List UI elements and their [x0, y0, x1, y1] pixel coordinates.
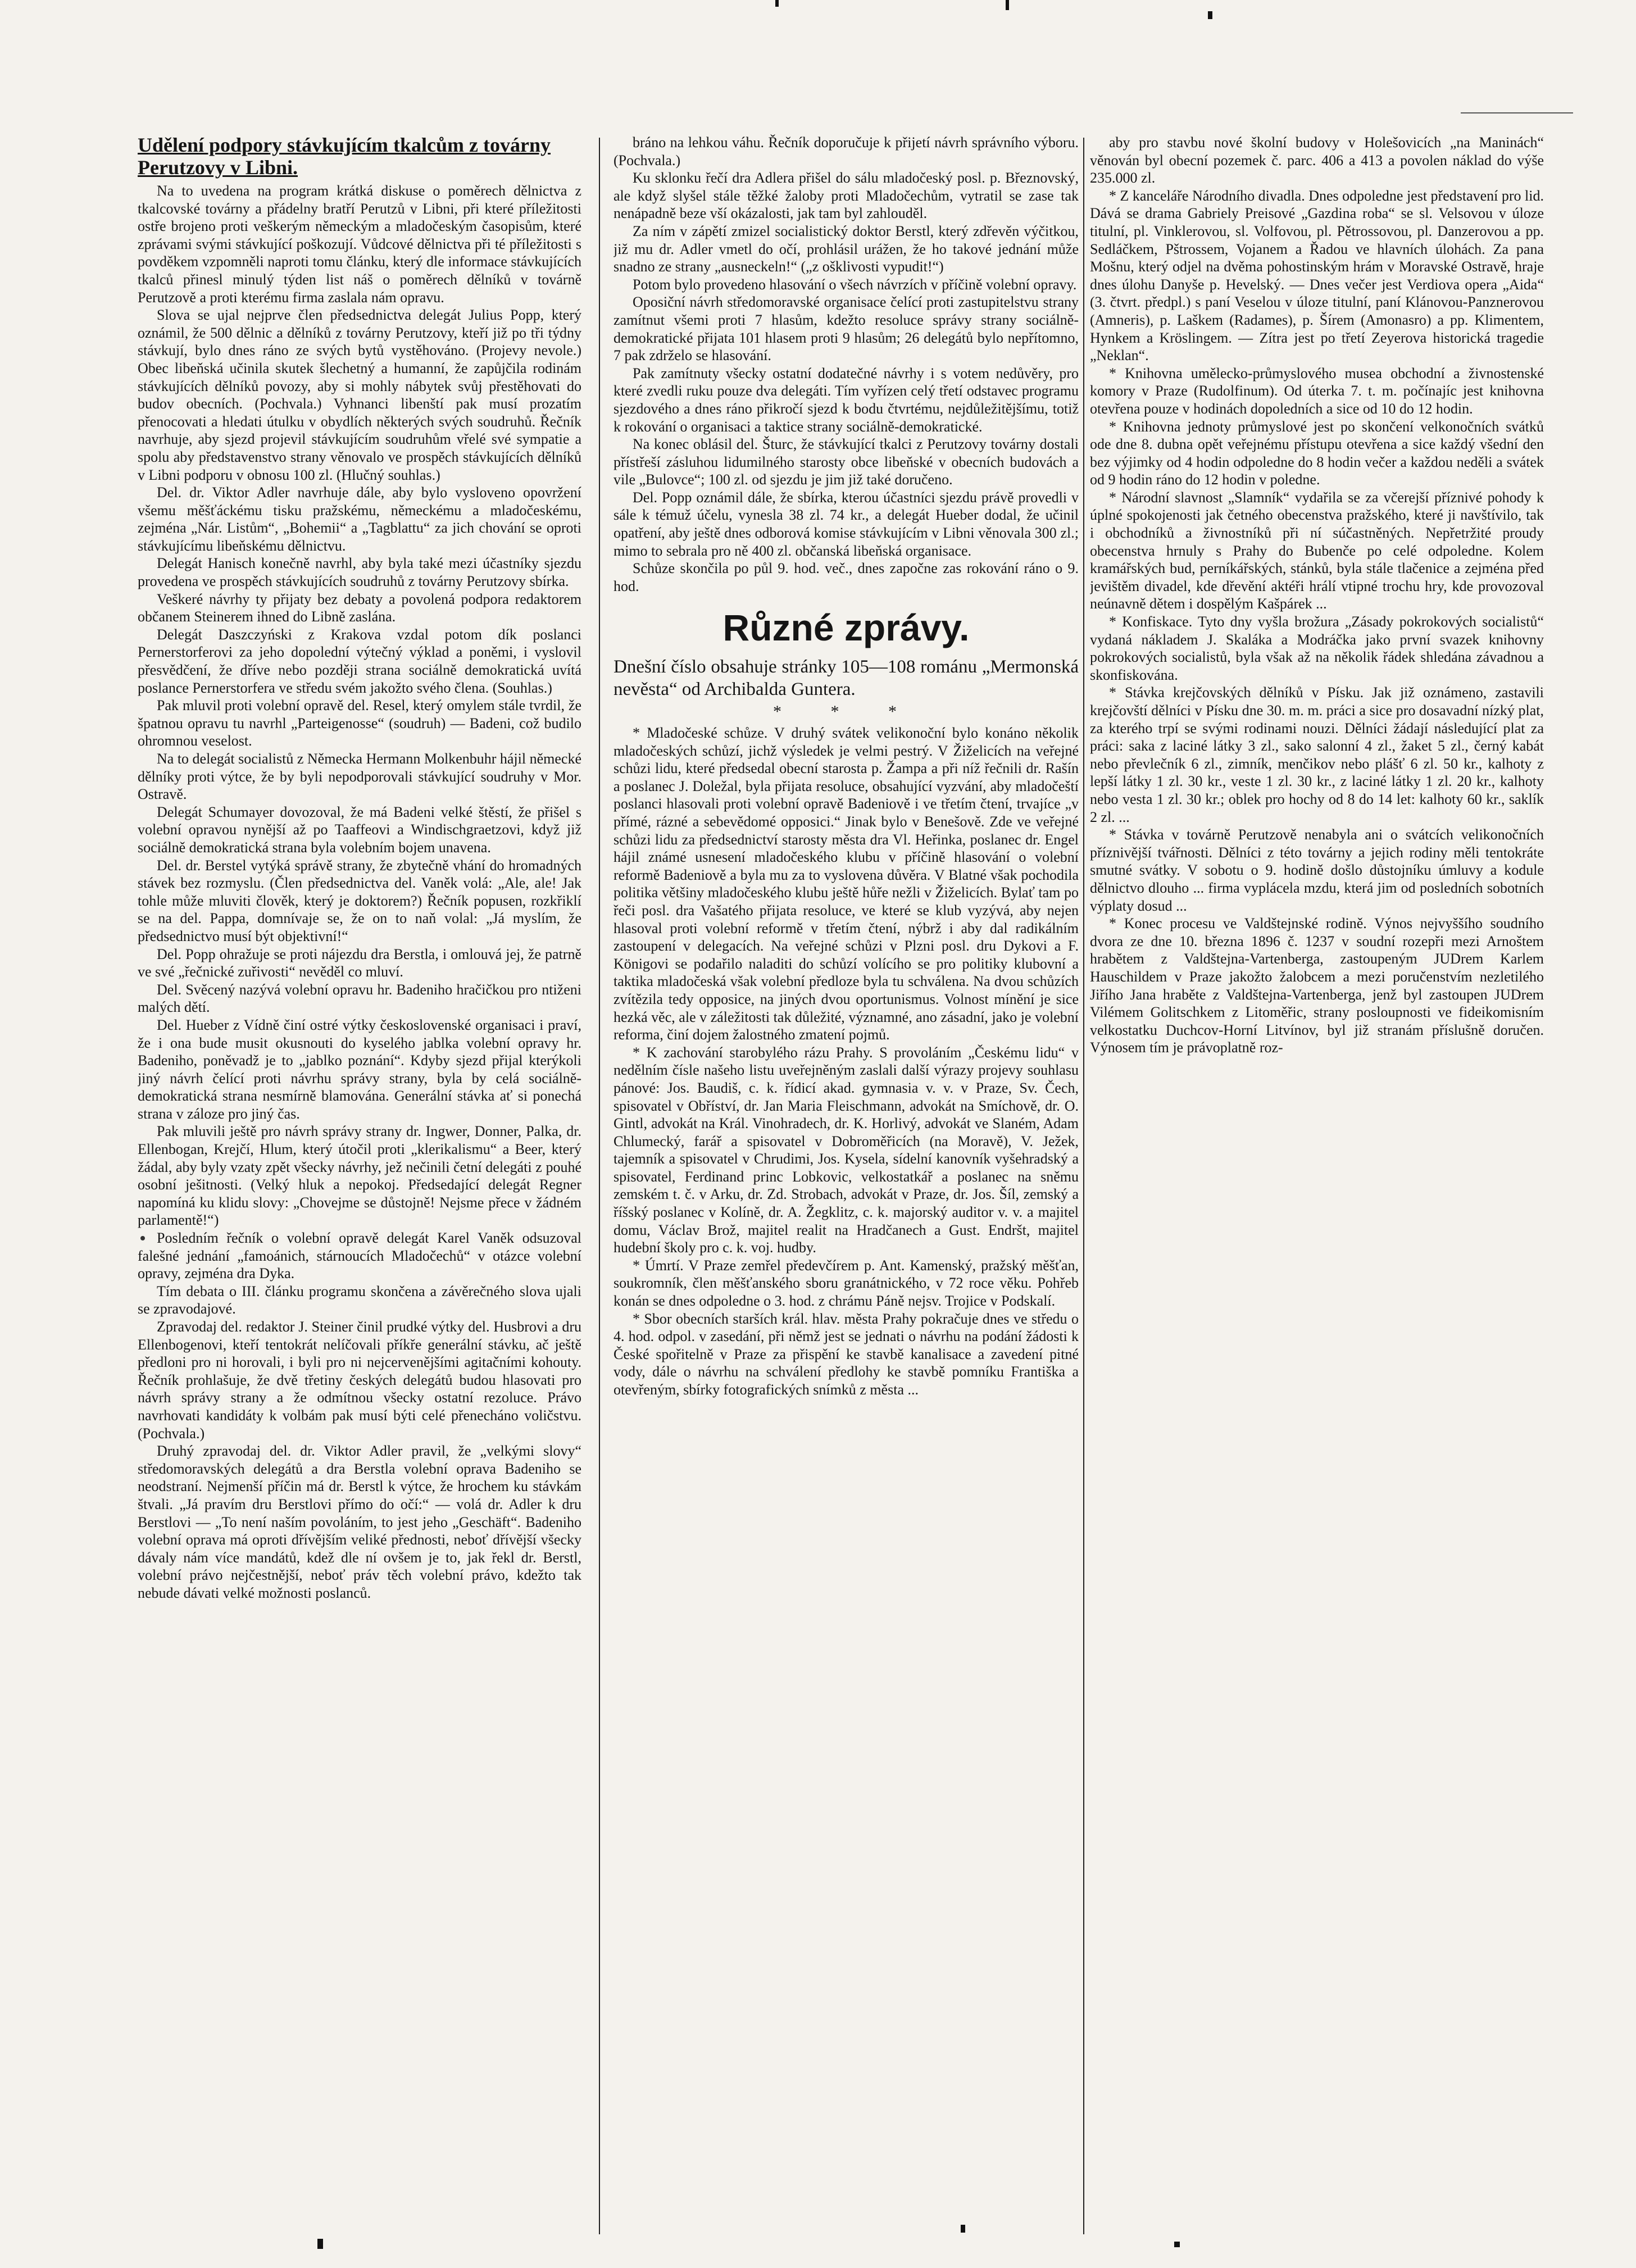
paragraph: Veškeré návrhy ty přijaty bez debaty a povolená podpora redaktorem občanem Steinerem ihned do Libně zaslána.	[138, 590, 581, 625]
paragraph: Delegát Hanisch konečně navrhl, aby byla také mezi účastníky sjezdu provedena ve prospěch stávkujících soudruhů z továrny Perutzovy sbírka.	[138, 555, 581, 590]
paragraph: Druhý zpravodaj del. dr. Viktor Adler pravil, že „velkými slovy“ středomoravských delegátů a dra Berstla volební oprava Badeniho se neodstraní. Nejmenší příčin má dr. Berstl k výtce, že hrochem ku stávkám štvali. „Já pravím dru Berstlovi přímo do očí:“ — volá dr. Adler k dru Berstlovi — „To není naším povoláním, to jest jeho „Geschäft“. Badeniho volební oprava má oproti dřívějším veliké přednosti, neboť dřívější všecky dávaly nám více mandátů, kdež dle ní ovšem je to, jak řekl dr. Berstl, volební právo nejčestnější, neboť práv těch volební právo, kdežto tak nebude dávati velké možnosti poslanců.	[138, 1443, 581, 1601]
paragraph: Del. Popp oznámil dále, že sbírka, kterou účastníci sjezdu právě provedli v sále k témuž účelu, vynesla 38 zl. 74 kr., a delegát Hueber dodal, že učinil opatření, aby ještě dnes odborová komise stávkujícím v Libni věnovala 300 zl.; mimo to sebrala pro ně 400 zl. občanská libeňská organisace.	[614, 489, 1079, 559]
paragraph: Pak mluvili ještě pro návrh správy strany dr. Ingwer, Donner, Palka, dr. Ellenbogan, Krejčí, Hlum, který útočil proti „klerikalismu“ a Beer, který žádal, aby byly vzaty zpět všecky návrhy, jež nečinili četní delegáti z pouhé osobní ješitnosti. (Velký hluk a nepokoj. Předsedající delegát Regner napomíná ku klidu slovy: „Chovejme se důstojně! Nejsme přece v žádném parlamentě!“)	[138, 1123, 581, 1229]
paragraph: Potom bylo provedeno hlasování o všech návrzích v příčině volební opravy.	[633, 276, 1077, 293]
news-item: * Národní slavnost „Slamník“ vydařila se za včerejší příznivé pohody k úplné spokojenosti jak četného obecenstva pražského, které ji navštívilo, tak i obchodníků a živnostníků při ní súčastněných. Nepřetržité proudy obecenstva hrnuly s Prahy do Bubenče po celé odpoledne. Kolem kramářských bud, perníkářských, stánků, byla stále tlačenice a zejména před jevištěm divadel, kde dřevění aktéři hrálí vtipné trochu hry, kde provozoval neúnavně dětem i dospělým Kašpárek ...	[1090, 489, 1544, 612]
separator-stars: * * *	[773, 702, 919, 721]
paragraph: Ku sklonku řečí dra Adlera přišel do sálu mladočeský posl. p. Březnovský, ale když slyšel stále těžké žaloby proti Mladočechům, vytratil se zase tak nenápadně beze vší okázalosti, jak tam byl zahlouděl.	[614, 170, 1079, 222]
column-rule	[599, 138, 600, 2234]
column-1	[138, 134, 581, 2246]
paragraph: Slova se ujal nejprve člen předsednictva delegát Julius Popp, který oznámil, že 500 dělnic a dělníků z továrny Perutzovy, kteří již po tři týdny stávkují, bylo dnes ráno ze svých bytů vystěhováno. (Projevy nevole.) Obec libeňská učinila skutek šlechetný a humanní, že zapůjčila rodinám stávkujících dělníků povozy, aby si mohly nábytek svůj přestěhovati do budov obecních. (Pochvala.) Vyhnanci libenští pak musí prozatím přenocovati a hledati útulku v obydlích některých svých soudruhů. Řečník navrhuje, aby sjezd projevil stávkujícím soudruhům vřelé své sympatie a spolu aby představenstvo strany věnovalo ve prospěch stávkujících dělníků v Libni podporu v obnosu 100 zl. (Hlučný souhlas.)	[138, 307, 581, 483]
news-item: * Sbor obecních starších král. hlav. města Prahy pokračuje dnes ve středu o 4. hod. odpol. v zasedání, při němž jest se jednati o návrhu na podání žádosti k České spořitelně v Praze za přispění ke stavbě kanalisace a zavedení pitné vody, dále o návrhu na schválení předlohy ke stavbě pomníku Františka a otevřeným, sbírky fotografických snímků z města ...	[614, 1310, 1079, 1398]
paragraph: Na konec oblásil del. Šturc, že stávkující tkalci z Perutzovy továrny dostali přístřeší zásluhou lidumilného starosty obce libeňské v obecních budovách a vile „Bulovce“; 100 zl. od sjezdu je jim již také doručeno.	[614, 436, 1079, 488]
news-item: * Konec procesu ve Valdštejnské rodině. Výnos nejvyššího soudního dvora ze dne 10. března 1896 č. 1237 v soudní rozepři mezi Arnoštem hrabětem z Valdštejna-Vartenberga, zastoupeným JUDrem Karlem Hauschildem v Praze jakožto žalobcem a mezi poručenstvím nezletilého Jiřího Jana hraběte z Valdštejna-Vartenberga, jenž byl zastoupen JUDrem Vilémem Golitschkem z Litoměřic, strany posloupnosti ve fideikomisním velkostatku Duchcov-Horní Litvínov, byl již stranám příslušně doručen. Výnosem tím je právoplatně roz-	[1090, 915, 1544, 1056]
paragraph: Oposiční návrh středomoravské organisace čelící proti zastupitelstvu strany zamítnut všemi proti 7 hlasům, kdežto resoluce správy strany sociálně-demokratické přijata 101 hlasem proti 9 hlasům; 26 delegátů bylo nepřítomno, 7 pak zdrželo se hlasování.	[614, 294, 1079, 364]
paragraph: Schůze skončila po půl 9. hod. več., dnes započne zas rokování ráno o 9. hod.	[614, 560, 1079, 594]
paragraph: Pak mluvil proti volební opravě del. Resel, který omylem stále tvrdil, že špatnou opravu tu navrhl „Parteigenosse“ (soudruh) — Badeni, což budilo ohromnou veselost.	[138, 697, 581, 749]
paragraph: Delegát Schumayer dovozoval, že má Badeni velké štěstí, že přišel s volební opravou nynější až po Taaffeovi a Windischgraetzovi, když již sociálně demokratická strana byla volebním bojem unavena.	[138, 803, 581, 856]
news-items	[1090, 134, 1544, 1057]
paragraph: Za ním v zápětí zmizel socialistický doktor Berstl, který zdřevěn výčitkou, již mu dr. Adler vmetl do očí, prohlásil urážen, že ho takové jednání může snadno ze strany „ausneckeln!“ („z ošklivosti vypudit!“)	[614, 222, 1079, 275]
news-item: * Úmrtí. V Praze zemřel předevčírem p. Ant. Kamenský, pražský měšťan, soukromník, člen měšťanského sboru granátnického, v 72 roce věku. Pohřeb konán se dnes odpoledne o 3. hod. z chrámu Páně nejsv. Trojice v Podskalí.	[614, 1257, 1079, 1310]
paragraph: Delegát Daszczyński z Krakova vzdal potom dík poslanci Pernerstorferovi za jeho dopolední výtečný výklad a poněmi, i vyslovil přesvědčení, že dříve nebo později strana sociálně demokratická uvítá poslance Pernerstorfera ve středu svém jakožto svého člena. (Souhlas.)	[138, 626, 581, 696]
news-item: * Knihovna jednoty průmyslové jest po skončení velkonočních svátků ode dne 8. dubna opět veřejnému přístupu otevřena a sice každý všední den bez výjimky od 4 hodin odpoledne do 8 hodin večer a každou neděli a svátek od 9 hodin ráno do 12 hodin v poledne.	[1090, 418, 1544, 488]
section-heading: Různé zprávy.	[722, 607, 970, 649]
paragraph: Pak zamítnuty všecky ostatní dodatečné návrhy i s votem nedůvěry, pro které zvedli ruku pouze dva delegáti. Tím vyřízen celý třetí odstavec programu sjezdového a dnes ráno přikročí sjezd k bodu čtvrtému, nejdůležitějšímu, totiž k rokování o organisaci a taktice strany sociálně-demokratické.	[614, 365, 1079, 435]
paragraph: bráno na lehkou váhu. Řečník doporučuje k přijetí návrh správního výboru. (Pochvala.)	[614, 134, 1079, 169]
news-item: * K zachování starobylého rázu Prahy. S provoláním „Českému lidu“ v nedělním čísle našeho listu uveřejněným zaslali další výrazy projevy souhlasu pánové: Jos. Baudiš, c. k. řídicí akad. gymnasia v. v. v Praze, Sv. Čech, spisovatel v Obříství, dr. Jan Maria Fleischmann, advokát na Smíchově, dr. O. Gintl, advokát na Král. Vinohradech, dr. K. Horlivý, advokát ve Slaném, Adam Chlumecký, farář a spisovatel v Dobroměřicích (na Moravě), V. Ježek, tajemník a spisovatel v Chrudimi, Jos. Kysela, sídelní kanovník vyšehradský a spisovatel, Ferdinand princ Lobkovic, velkostatkář a poslanec na sněmu zemském t. č. v Arku, dr. Zd. Strobach, advokát v Praze, dr. Jos. Šíl, zemský a říšský poslanec v Kolíně, dr. A. Žegklitz, c. k. majorský auditor v. v. a majitel domu, Václav Brož, majitel realit na Hradčanech a Gust. Endršt, majitel hudební školy pro c. k. voj. hudby.	[614, 1044, 1079, 1256]
paragraph: Del. Popp ohražuje se proti nájezdu dra Berstla, i omlouvá jej, že patrně ve své „řečnické zuřivosti“ nevěděl co mluví.	[138, 946, 581, 980]
news-item: * Mladočeské schůze. V druhý svátek velikonoční bylo konáno několik mladočeských schůzí, jichž výsledek je velmi pestrý. V Žiželicích na veřejné schůzi lidu, které předsedal obecní starosta p. Žampa a při níž řečnili dr. Rašín a poslanec J. Doležal, byla přijata resoluce, obsahující vyzvání, aby mladočeští poslanci hlasovali proti volební opravě Badeniově i ve třetím čtení, trvajíce „v přímé, rázné a sebevědomé opposici.“ Jinak bylo v Benešově. Zde ve veřejné schůzi lidu za předsednictví starosty města dra Vl. Heřinka, poslanec dr. Engel hájil známé usnesení mladočeského klubu v příčině hlasování o volební reformě Badeniově a byla mu za to vyslovena důvěra. V Blatné však pochodila politika většiny mladočeského klubu ještě hůře nežli v Žiželicích. Bylať tam po řeči posl. dra Vašatého přijata resoluce, ve které se klub vyzývá, aby nejen hlasoval proti volební reformě v třetím čtení, nýbrž i aby dal radikálním zastoupení v delegacích. Na veřejné schůzi v Plzni posl. dru Dykovi a F. Königovi se podařilo naladiti do schůzí volícího se pro politiky klubovní a taktika mladočeská však volební předloze byla tu schválena. Na dvou schůzích zvítězila tedy opposice, na jiných dvou oportunismus. Volnost mínění je sice hezká věc, ale v záležitosti tak důležité, významné, ano zásadní, jako je volební reforma, činí dojem žalostného zmatení pojmů.	[614, 725, 1079, 1043]
article-body	[138, 182, 581, 1602]
news-item: * Z kanceláře Národního divadla. Dnes odpoledne jest představení pro lid. Dává se drama Gabriely Preisové „Gazdina roba“ se sl. Velsovou v úloze titulní, pl. Vinklerovou, sl. Volfovou, pl. Pětrossovou, pl. Danzerovou a pp. Sedláčkem, Pštrossem, Vojanem a Řadou ve hlavních úlohách. Za pana Mošnu, který odjel na dvěma pohostinským hrám v Moravské Ostravě, hraje dnes úlohu Danyše p. Hevelský. — Dnes večer jest Verdiova opera „Aida“ (3. čtvrt. předpl.) s paní Veselou v úloze titulní, paní Klánovou-Panznerovou (Amneris), p. Laškem (Radames), p. Šírem (Amonasro) a pp. Klimentem, Hynkem a Kröslingem. — Zítra jest po třetí Zeyerova historická tragedie „Neklan“.	[1090, 187, 1544, 364]
column-3	[1090, 134, 1544, 2246]
paragraph: Na to delegát socialistů z Německa Hermann Molkenbuhr hájil německé dělníky proti výtce, že by byli nepodporovali stávkující soudruhy v Mor. Ostravě.	[138, 751, 581, 803]
paragraph: Del. dr. Viktor Adler navrhuje dále, aby bylo vysloveno opovržení všemu měšťáckému tisku pražskému, německému a mladočeskému, zejména „Nár. Listům“, „Bohemii“ a „Tagblattu“ za jich chování se oproti stávkujícímu libeňskému dělnictvu.	[138, 484, 581, 554]
paragraph: Na to uvedena na program krátká diskuse o poměrech dělnictva z tkalcovské továrny a přádelny bratří Perutzů v Libni, při které příležitosti ostře brojeno proti veškerým německým a mladočeským časopisům, které zprávami svými stávkující poškozují. Vůdcové dělnictva při té příležitosti s povděkem vzpomněli naproti tomu článku, který dle informace stávkujících tkalců přinesl minulý týden list náš o poměrech dělníků v továrně Perutzově a proti kterému firma zaslala nám opravu.	[138, 183, 581, 306]
paragraph: Del. Hueber z Vídně činí ostré výtky československé organisaci i praví, že i ona bude musit okusnouti do kyselého jablka volební opravy hr. Badeniho, poněvadž je to „jablko poznání“. Kdyby sjezd přijal kterýkoli jiný návrh čelící proti návrhu správy strany, byla by celá sociálně-demokratická strana nesmírně blamována. Generální stávka ať si ponechá strana v záloze pro jiný čas.	[138, 1016, 581, 1122]
news-item: * Knihovna umělecko-průmyslového musea obchodní a živnostenské komory v Praze (Rudolfinum). Od úterka 7. t. m. počínajíc jest knihovna otevřena pouze v hodinách dopoledních a sice od 10 do 12 hodin.	[1090, 365, 1544, 417]
paragraph: Del. dr. Berstel vytýká správě strany, že zbytečně vhání do hromadných stávek bez rozmyslu. (Člen předsednictva del. Vaněk volá: „Ale, ale! Jak tohle může mluviti člověk, který je doktorem?) Řečník popusen, rozkřiklí se na del. Pappa, domnívaje se, že on to naň volal: „Já myslím, že předsednictvo musí být objektivní!“	[138, 857, 581, 944]
news-item: aby pro stavbu nové školní budovy v Holešovicích „na Maninách“ věnován byl obecní pozemek č. parc. 406 a 413 a povolen náklad do výše 235.000 zl.	[1090, 134, 1544, 187]
column-rule	[1083, 138, 1084, 2234]
top-corner-rule	[1461, 112, 1573, 113]
column-2	[614, 134, 1079, 2246]
scan-mark	[775, 0, 779, 7]
scan-mark	[1208, 11, 1212, 19]
paragraph: Zpravodaj del. redaktor J. Steiner činil prudké výtky del. Husbrovi a dru Ellenbogenovi, kteří tentokrát nelíčovali příkře generální stávku, ač ještě předloni pro ni horovali, i byli pro ni nejcervenějšími agitačními kohouty. Řečník prohlašuje, že dvě třetiny českých delegátů budou hlasovati pro návrh správy strany a že odmítnou všecky ostatní rezoluce. Právo navrhovati kandidáty k volbám pak musí býti celé přenecháno voličstvu. (Pochvala.)	[138, 1319, 581, 1442]
scan-mark	[1006, 0, 1009, 10]
news-items	[614, 724, 1079, 1399]
news-item: * Stávka v továrně Perutzově nenabyla ani o svátcích velikonočních příznivější tvářnosti. Dělníci z této továrny a jejich rodiny měli tentokráte smutné svátky. V sobotu o 9. hodině došlo důstojníku úmluvy a kodule dělnictvo dlouho ... firma vyplácela mzdu, která jim od posledních sobotních výplaty dosud ...	[1090, 826, 1544, 914]
paragraph: Del. Svěcený nazývá volební opravu hr. Badeniho hračičkou pro ntiženi malých dětí.	[138, 981, 581, 1016]
article-continuation	[614, 134, 1079, 595]
paragraph: Posledním řečník o volební opravě delegát Karel Vaněk odsuzoval falešné jednání „famoánich, stárnoucích Mladočechů“ v otázce volební opravy, zejména dra Dyka.	[138, 1230, 581, 1282]
news-item: * Stávka krejčovských dělníků v Písku. Jak již oznámeno, zastavili krejčovští dělníci v Písku dne 30. m. m. práci a sice pro dosavadní nízký plat, za kterého trpí se svými rodinami nouzi. Dělníci žádají následující plat za práci: saka z laciné látky 3 zl., sako salonní 4 zl., žaket 5 zl., černý kabát nebo převlečník 6 zl., zimník, menčikov nebo plášť 6 zl. 50 kr., kalhoty z lepší látky 1 zl. 30 kr., veste 1 zl. 30 kr., z laciné látky 1 zl. 20 kr., kalhoty nebo vesta 1 zl. 30 kr.; oblek pro hochy od 8 do 14 let: kalhoty 60 kr., saklík 2 zl. ...	[1090, 684, 1544, 825]
paragraph: Tím debata o III. článku programu skončena a závěrečného slova ujali se zpravodajové.	[138, 1283, 581, 1317]
section-lead: Dnešní číslo obsahuje stránky 105—108 románu „Mermonská nevěsta“ od Archibalda Guntera.	[614, 657, 1079, 700]
news-item: * Konfiskace. Tyto dny vyšla brožura „Zásady pokrokových socialistů“ vydaná nákladem J. Skaláka a Modráčka jako první svazek knihovny pokrokových socialistů, byla však až na několik řádek shledána závadnou a skonfiskována.	[1090, 613, 1544, 683]
article-title: Udělení podpory stávkujícím tkalcům z továrny Perutzovy v Libni.	[138, 134, 551, 179]
